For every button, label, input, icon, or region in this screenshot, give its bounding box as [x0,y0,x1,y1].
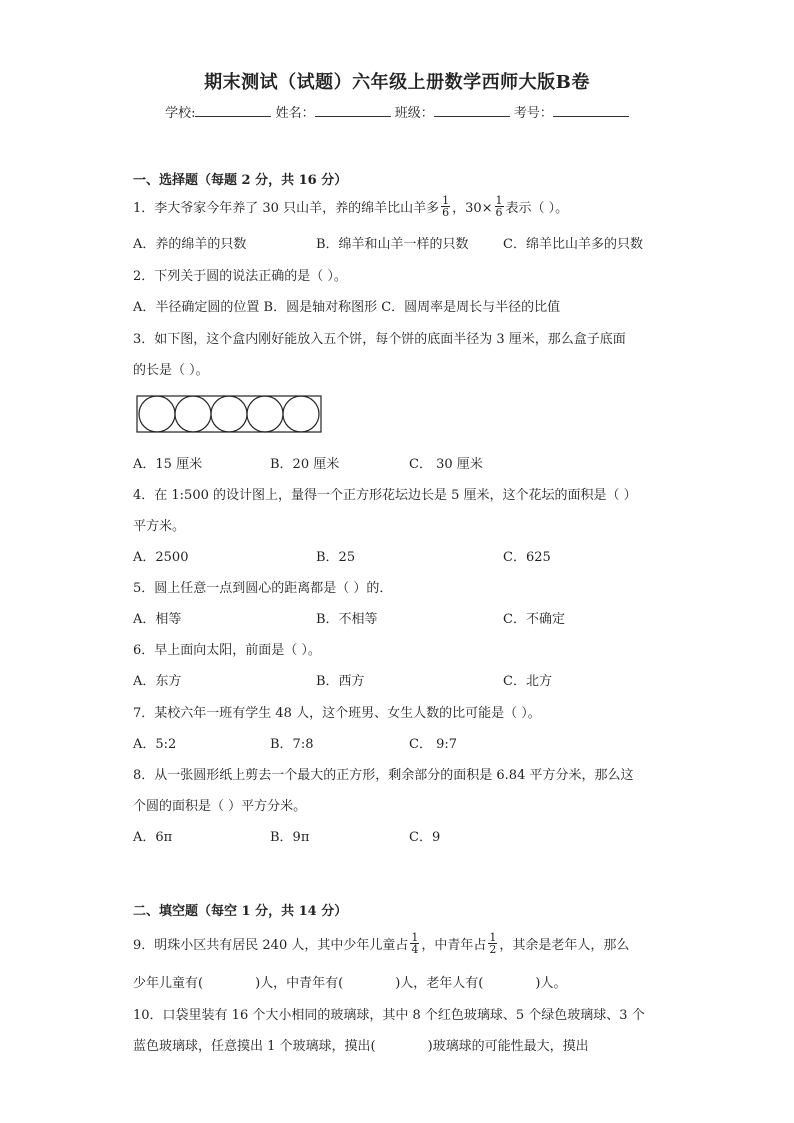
student-info-line [0,102,794,121]
q4-option-b[interactable]: B．25 [316,550,356,565]
q6-option-a[interactable]: A．东方 [133,674,182,689]
question-6: 6．早上面向太阳，前面是（ ）。 [133,643,321,658]
q2-options[interactable]: A．半径确定圆的位置 B．圆是轴对称图形 C．圆周率是周长与半径的比值 [133,300,561,315]
fraction: $\frac{1}{2}$ [489,931,497,956]
question-9-line-2 [133,972,566,991]
school-blank[interactable] [195,104,271,117]
box-outline [137,396,321,432]
question-7: 7．某校六年一班有学生 48 人，这个班男、女生人数的比可能是（ ）。 [133,706,541,721]
q9-text-post: ，其余是老年人，那么 [499,938,630,953]
fraction: $\frac{1}{6}$ [442,194,450,219]
question-4-line-2: 平方米。 [133,519,186,534]
q6-option-c[interactable]: C．北方 [503,674,552,689]
circle-2 [175,396,211,432]
q7-option-c[interactable]: C． 9:7 [409,737,458,752]
q1-text-post: 表示（ ）。 [505,201,569,216]
q9-text-a: 少年儿童有( [133,976,204,991]
q7-option-a[interactable]: A．5:2 [133,737,177,752]
fraction: $\frac{1}{4}$ [411,931,419,956]
question-5: 5．圆上任意一点到圆心的距离都是（ ）的． [133,581,393,596]
q1-text-pre: 1．李大爷家今年养了 30 只山羊，养的绵羊比山羊多 [133,201,440,216]
q8-option-c[interactable]: C．9 [409,830,441,845]
circle-3 [211,396,247,432]
q9-text-mid: ，中青年占 [421,938,487,953]
q10-text-a: 蓝色玻璃球，任意摸出 1 个玻璃球，摸出( [133,1039,376,1054]
q4-option-a[interactable]: A．2500 [133,550,189,565]
circle-4 [247,396,283,432]
question-3-line-2: 的长是（ ）。 [133,363,209,378]
question-1 [133,194,569,220]
q8-option-a[interactable]: A．6π [133,830,173,845]
q7-option-b[interactable]: B．7:8 [270,737,314,752]
question-10-line-2 [133,1035,589,1054]
box-with-five-circles-figure [136,394,322,434]
question-8-line-1: 8．从一张圆形纸上剪去一个最大的正方形，剩余部分的面积是 6.84 平方分米，那么这 [133,768,634,783]
class-blank[interactable] [434,104,510,117]
q1-option-a[interactable]: A．养的绵羊的只数 [133,237,247,252]
number-label: 考号： [513,106,553,121]
q9-text-b: )人，中青年有( [255,976,344,991]
q5-option-c[interactable]: C．不确定 [503,612,565,627]
circle-5 [283,396,319,432]
class-label: 班级： [394,106,434,121]
question-8-line-2: 个圆的面积是（ ）平方分米。 [133,799,307,814]
school-label: 学校: [165,106,196,121]
q5-option-b[interactable]: B．不相等 [316,612,378,627]
q9-text-c: )人，老年人有( [395,976,484,991]
question-10-line-1: 10．口袋里装有 16 个大小相同的玻璃球，其中 8 个红色玻璃球、5 个绿色玻璃球、3 个 [133,1008,645,1023]
question-4-line-1: 4．在 1:500 的设计图上，量得一个正方形花坛边长是 5 厘米，这个花坛的面积是（ ） [133,488,637,503]
fraction: $\frac{1}{6}$ [495,194,503,219]
section-2-heading: 二、填空题（每空 1 分，共 14 分） [133,904,348,919]
question-3-line-1: 3．如下图，这个盒内刚好能放入五个饼，每个饼的底面半径为 3 厘米，那么盒子底面 [133,332,626,347]
question-2: 2．下列关于圆的说法正确的是（ ）。 [133,269,347,284]
name-label: 姓名： [275,106,315,121]
q3-option-b[interactable]: B．20 厘米 [270,457,340,472]
q3-option-a[interactable]: A．15 厘米 [133,457,203,472]
q1-option-c[interactable]: C．绵羊比山羊多的只数 [503,237,643,252]
q5-option-a[interactable]: A．相等 [133,612,182,627]
q6-option-b[interactable]: B．西方 [316,674,365,689]
name-blank[interactable] [315,104,391,117]
number-blank[interactable] [553,104,629,117]
q1-option-b[interactable]: B．绵羊和山羊一样的只数 [316,237,469,252]
page-title: 期末测试（试题）六年级上册数学西师大版B卷 [204,72,590,93]
q8-option-b[interactable]: B．9π [270,830,310,845]
q1-text-mid: ，30× [452,201,493,216]
question-9-line-1 [133,931,630,957]
section-1-heading: 一、选择题（每题 2 分，共 16 分） [133,173,348,188]
circle-1 [139,396,175,432]
q9-text-d: )人。 [535,976,567,991]
q4-option-c[interactable]: C．625 [503,550,551,565]
q9-text-pre: 9．明珠小区共有居民 240 人，其中少年儿童占 [133,938,409,953]
q10-text-b: )玻璃球的可能性最大，摸出 [427,1039,589,1054]
q3-option-c[interactable]: C． 30 厘米 [409,457,483,472]
